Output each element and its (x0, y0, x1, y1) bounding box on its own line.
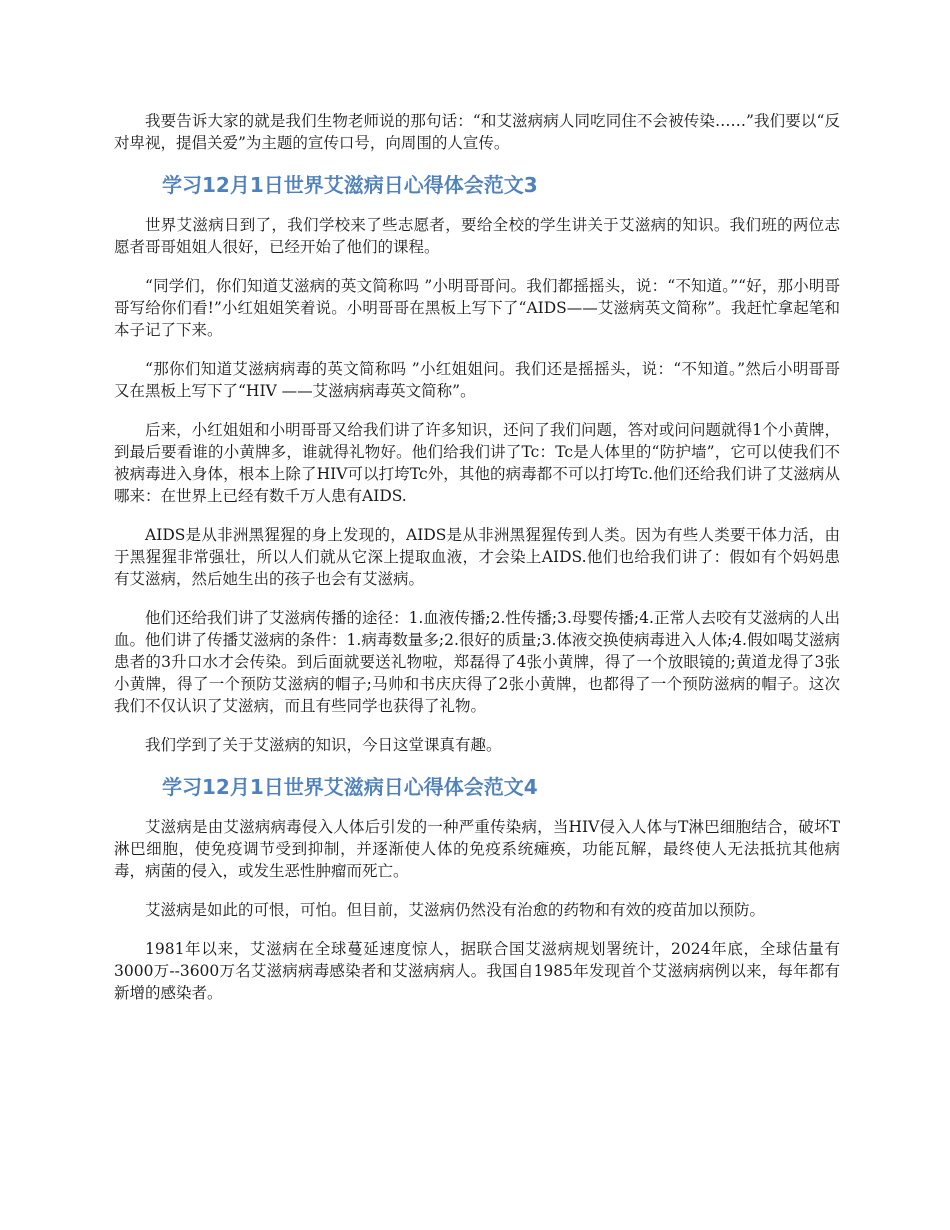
paragraph-volunteers: 世界艾滋病日到了，我们学校来了些志愿者，要给全校的学生讲关于艾滋病的知识。我们班的两位志愿者哥哥姐姐人很好，已经开始了他们的课程。 (114, 216, 840, 256)
paragraph-tc-knowledge: 后来，小红姐姐和小明哥哥又给我们讲了许多知识，还问了我们问题，答对或问问题就得1个小黄牌，到最后要看谁的小黄牌多，谁就得礼物好。他们给我们讲了Tc：Tc是人体里的“防护墙”，它可以使我们不被病毒进入身体，根本上除了HIV可以打垮Tc外，其他的病毒都不可以打垮Tc.他们还给我们讲了艾滋病从哪来：在世界上已经有数千万人患有AIDS. (114, 421, 840, 505)
paragraph-no-cure: 艾滋病是如此的可恨，可怕。但目前，艾滋病仍然没有治愈的药物和有效的疫苗加以预防。 (145, 901, 766, 919)
section-heading-essay-4: 学习12月1日世界艾滋病日心得体会范文4 (162, 775, 538, 799)
paragraph-transmission: 他们还给我们讲了艾滋病传播的途径：1.血液传播;2.性传播;3.母婴传播;4.正常人去咬有艾滋病的人出血。他们讲了传播艾滋病的条件：1.病毒数量多;2.很好的质量;3.体液交换使病毒进入人体;4.假如喝艾滋病患者的3升口水才会传染。到后面就要送礼物啦，郑磊得了4张小黄牌，得了一个放眼镜的;黄道龙得了3张小黄牌，得了一个预防艾滋病的帽子;马帅和书庆庆得了2张小黄牌，也都得了一个预防滋病的帽子。这次我们不仅认识了艾滋病，而且有些同学也获得了礼物。 (114, 609, 840, 715)
paragraph-disease-definition: 艾滋病是由艾滋病病毒侵入人体后引发的一种严重传染病，当HIV侵入人体与T淋巴细胞结合，破坏T淋巴细胞，使免疫调节受到抑制，并逐渐使人体的免疫系统瘫痪，功能瓦解，最终使人无法抵抗其他病毒，病菌的侵入，或发生恶性肿瘤而死亡。 (114, 818, 840, 880)
section-heading-essay-3: 学习12月1日世界艾滋病日心得体会范文3 (162, 173, 538, 197)
paragraph-class-summary: 我们学到了关于艾滋病的知识，今日这堂课真有趣。 (145, 736, 502, 754)
paragraph-statistics: 1981年以来，艾滋病在全球蔓延速度惊人，据联合国艾滋病规划署统计，2024年底，全球估量有3000万--3600万名艾滋病病毒感染者和艾滋病病人。我国自1985年发现首个艾滋病病例以来，每年都有新增的感染者。 (114, 940, 840, 1002)
paragraph-hiv-abbreviation: “那你们知道艾滋病病毒的英文简称吗 ”小红姐姐问。我们还是摇摇头，说：“不知道。”然后小明哥哥又在黑板上写下了“HIV ——艾滋病病毒英文简称”。 (114, 360, 840, 400)
paragraph-aids-abbreviation: “同学们，你们知道艾滋病的英文简称吗 ”小明哥哥问。我们都摇摇头，说：“不知道。”“好，那小明哥哥写给你们看!”小红姐姐笑着说。小明哥哥在黑板上写下了“AIDS——艾滋病英文简称”。我赶忙拿起笔和本子记了下来。 (114, 277, 840, 339)
document-page (114, 110, 840, 1021)
paragraph-aids-origin: AIDS是从非洲黑猩猩的身上发现的，AIDS是从非洲黑猩猩传到人类。因为有些人类要干体力活，由于黑猩猩非常强壮，所以人们就从它深上提取血液，才会染上AIDS.他们也给我们讲了：假如有个妈妈患有艾滋病，然后她生出的孩子也会有艾滋病。 (114, 526, 840, 588)
paragraph-intro-quote: 我要告诉大家的就是我们生物老师说的那句话：“和艾滋病病人同吃同住不会被传染……”我们要以“反对卑视，提倡关爱”为主题的宣传口号，向周围的人宣传。 (114, 112, 840, 152)
